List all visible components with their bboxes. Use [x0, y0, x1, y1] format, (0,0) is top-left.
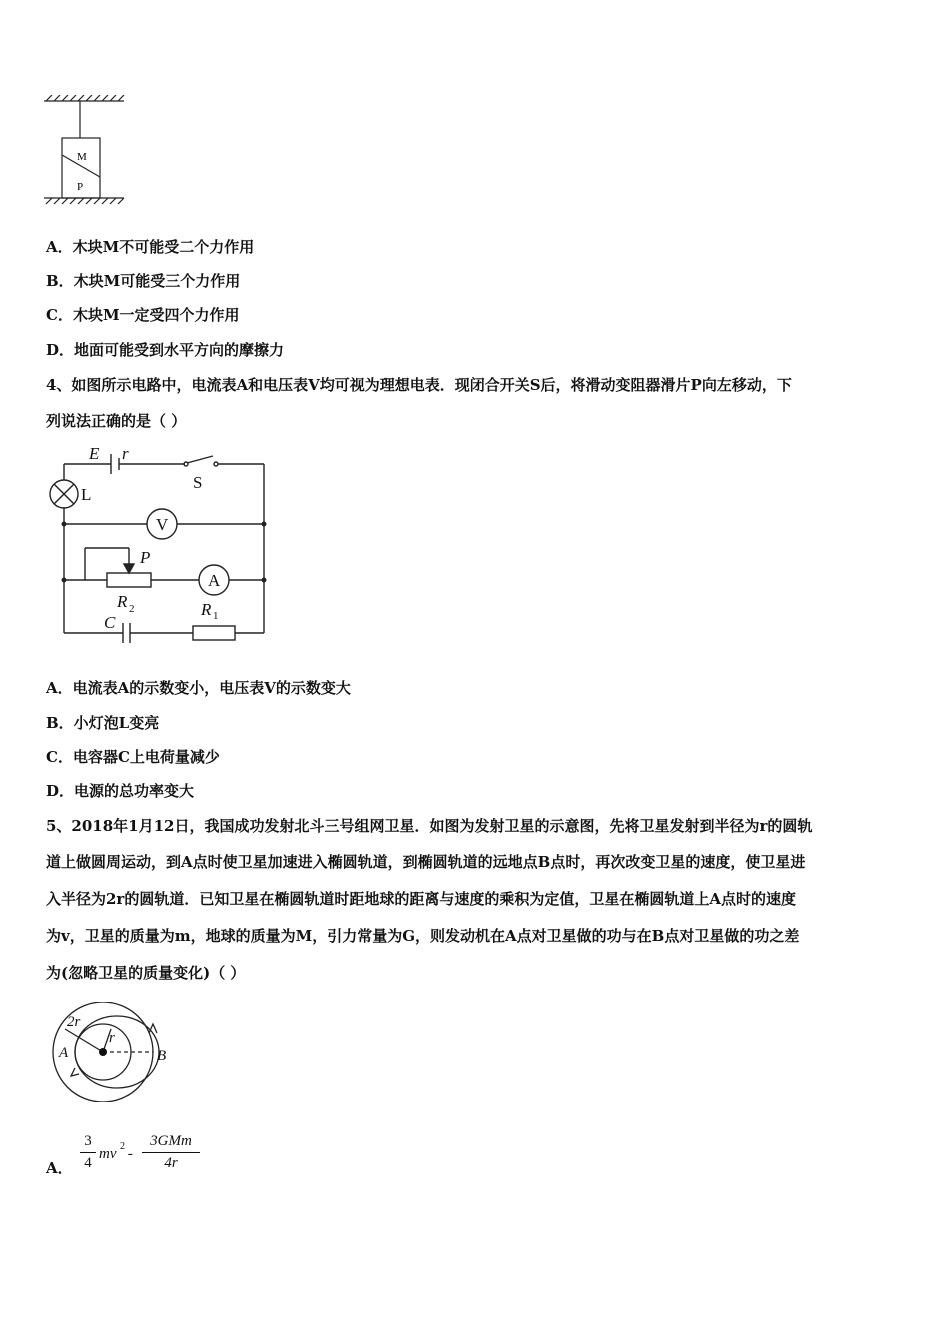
q4-stem-line1: 4、如图所示电路中，电流表A和电压表V均可视为理想电表．现闭合开关S后，将滑动变阻器滑片P向左移动，下	[46, 376, 792, 394]
capacitor-c-label: C	[104, 613, 116, 632]
point-b-label: B	[157, 1048, 167, 1064]
voltmeter-label: V	[156, 515, 169, 534]
fraction-3-4	[80, 1133, 96, 1172]
q4-stem-line2: 列说法正确的是（ ）	[46, 412, 187, 430]
block-m-label: M	[77, 151, 87, 163]
r1-subscript: 1	[213, 610, 219, 622]
orbit-r-label: r	[109, 1030, 115, 1046]
block-p-label: P	[77, 181, 84, 193]
block-figure	[40, 95, 130, 211]
orbit-diagram	[45, 1002, 175, 1102]
q5-stem-line2: 道上做圆周运动，到A点时使卫星加速进入椭圆轨道，到椭圆轨道的远地点B点时，再次改变卫星的速度，使卫星进	[46, 853, 806, 871]
switch-s-label: S	[193, 473, 203, 492]
term-mv: mv	[99, 1146, 117, 1162]
q5-stem-line4: 为v，卫星的质量为m，地球的质量为M，引力常量为G，则发动机在A点对卫星做的功与在B点对卫星做的功之差	[46, 927, 800, 945]
q4-option-b: B．小灯泡L变亮	[46, 714, 160, 732]
r1-label: R	[201, 600, 212, 619]
slider-p-label: P	[140, 548, 151, 567]
fraction-denominator: 4r	[164, 1155, 178, 1171]
fraction-numerator: 3GMm	[150, 1133, 192, 1149]
q5-stem-line3: 入半径为2r的圆轨道．已知卫星在椭圆轨道时距地球的距离与速度的乘积为定值，卫星在椭圆轨道上A点时的速度	[46, 890, 796, 908]
q3-option-d: D．地面可能受到水平方向的摩擦力	[46, 341, 285, 359]
lamp-l-label: L	[81, 485, 92, 504]
q5-option-a-label: A．	[46, 1159, 73, 1177]
fraction-3gmm-4r	[142, 1133, 200, 1172]
ammeter-label: A	[208, 571, 221, 590]
q3-option-b: B．木块M可能受三个力作用	[46, 272, 241, 290]
fraction-numerator: 3	[84, 1133, 92, 1149]
q4-option-a: A．电流表A的示数变小，电压表V的示数变大	[46, 679, 351, 697]
point-a-label: A	[59, 1045, 69, 1061]
battery-e-label: E	[89, 444, 100, 463]
r2-label: R	[117, 592, 128, 611]
q3-option-a: A．木块M不可能受二个力作用	[46, 238, 255, 256]
q4-option-c: C．电容器C上电荷量减少	[46, 748, 220, 766]
circuit-diagram	[45, 440, 275, 650]
q5-stem-line5: 为(忽略卫星的质量变化)（ ）	[46, 964, 246, 982]
power-2: 2	[120, 1141, 125, 1152]
battery-r-label: r	[122, 444, 129, 463]
q4-option-d: D．电源的总功率变大	[46, 782, 195, 800]
minus-sign: -	[124, 1146, 137, 1162]
orbit-2r-label: 2r	[67, 1014, 81, 1030]
q5-stem-line1: 5、2018年1月12日，我国成功发射北斗三号组网卫星．如图为发射卫星的示意图，先将卫星发射到半径为r的圆轨	[46, 817, 813, 835]
r2-subscript: 2	[129, 603, 135, 615]
q3-option-c: C．木块M一定受四个力作用	[46, 306, 240, 324]
fraction-denominator: 4	[84, 1155, 92, 1171]
